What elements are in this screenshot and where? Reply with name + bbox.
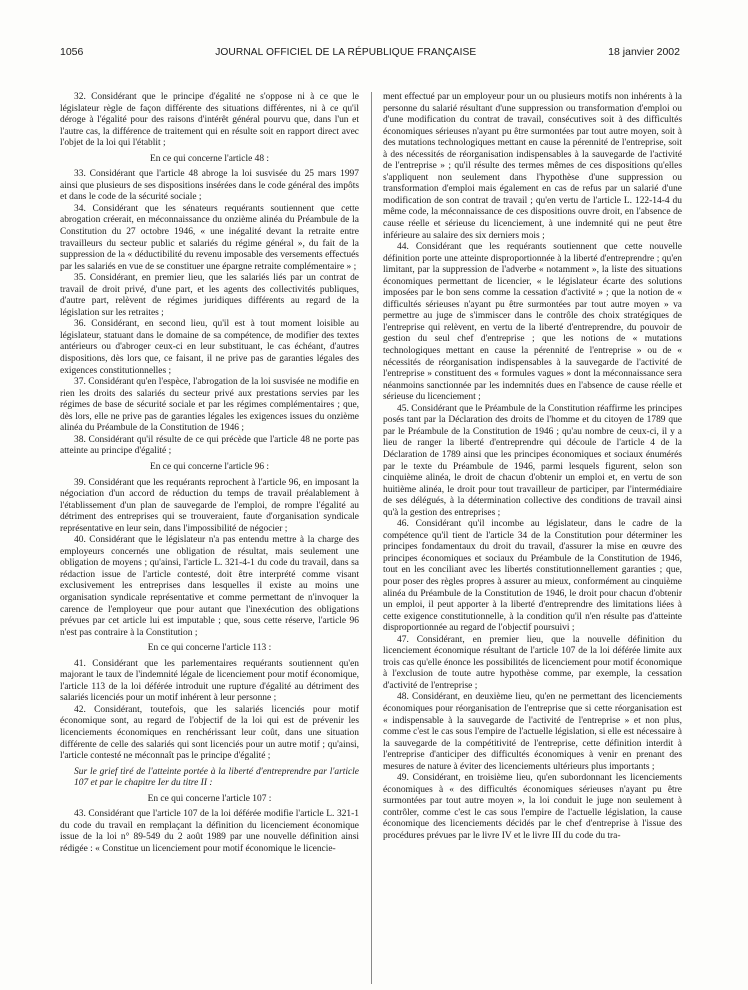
paragraph: 34. Considérant que les sénateurs requérants soutiennent que cette abrogation créerait, en méconnaissance du onzième alinéa du Préambule de la Constitution du 27 octobre 1946, « une inégalité devant la retraite entre travailleurs du secteur public et salariés du régime général », du fait de la suppression de la « déductibilité du revenu imposable des versements effectués par les salariés en vue de se constituer une épargne retraite complémentaire » ; — [60, 203, 359, 272]
paragraph: 33. Considérant que l'article 48 abroge la loi susvisée du 25 mars 1997 ainsi que plusieurs de ses dispositions insérées dans le code général des impôts et dans le code de la sécurité sociale ; — [60, 169, 359, 203]
paragraph: 43. Considérant que l'article 107 de la loi déférée modifie l'article L. 321-1 du code du travail en remplaçant la définition du licenciement économique issue de la loi n° 89-549 du 2 août 1989 par une nouvelle définition ainsi rédigée : « Constitue un licenciement pour motif économique le licencie- — [60, 809, 359, 854]
section-heading: En ce qui concerne l'article 113 : — [147, 643, 272, 654]
paragraph: 47. Considérant, en premier lieu, que la nouvelle définition du licenciement économique résultant de l'article 107 de la loi déférée limite aux trois cas qu'elle énonce les possibilités de licenciement pour motif économique à l'exclusion de toute autre hypothèse comme, par exemple, la cessation d'activité de l'entreprise ; — [383, 634, 682, 691]
paragraph: 32. Considérant que le principe d'égalité ne s'oppose ni à ce que le législateur règle de façon différente des situations différentes, ni à ce qu'il déroge à l'égalité pour des raisons d'intérêt général pourvu que, dans l'un et l'autre cas, la différence de traitement qui en résulte soit en rapport direct avec l'objet de la loi qui l'établit ; — [60, 92, 359, 149]
column-divider — [371, 92, 372, 984]
section-heading: En ce qui concerne l'article 96 : — [149, 461, 270, 472]
section-heading: En ce qui concerne l'article 48 : — [149, 153, 270, 164]
left-text-column — [60, 92, 359, 984]
paragraph: 42. Considérant, toutefois, que les salariés licenciés pour motif économique sont, au regard de l'objectif de la loi qui est de prévenir les licenciements économiques en renchérissant leur coût, dans une situation différente de celle des salariés qui sont licenciés pour un autre motif ; qu'ainsi, l'article contesté ne méconnaît pas le principe d'égalité ; — [60, 704, 359, 762]
paragraph: 38. Considérant qu'il résulte de ce qui précède que l'article 48 ne porte pas atteinte au principe d'égalité ; — [60, 434, 359, 457]
paragraph: 44. Considérant que les requérants soutiennent que cette nouvelle définition porte une atteinte disproportionnée à la liberté d'entreprendre ; qu'en limitant, par la suppression de l'adverbe « notamment », la liste des situations économiques permettant de licencier, « le législateur écarte des solutions imposées par le bon sens comme la cessation d'activité » ; que la notion de « difficultés sérieuses n'ayant pu être surmontées par tout autre moyen » va permettre au juge de s'immiscer dans le contrôle des choix stratégiques de l'entreprise qui relèvent, en vertu de la liberté d'entreprendre, du pouvoir de gestion du seul chef d'entreprise ; que les notions de « mutations technologiques mettant en cause la pérennité de l'entreprise » ou de « nécessités de réorganisation indispensables à la sauvegarde de l'activité de l'entreprise » constituent des « formules vagues » dont la méconnaissance sera néanmoins sanctionnée par les indemnités dues en l'absence de cause réelle et sérieuse du licenciement ; — [383, 242, 682, 403]
right-text-column — [383, 92, 682, 984]
paragraph: 40. Considérant que le législateur n'a pas entendu mettre à la charge des employeurs concernés une obligation de résultat, mais seulement une obligation de moyens ; qu'ainsi, l'article L. 321-4-1 du code du travail, dans sa rédaction issue de l'article contesté, doit être interprété comme visant exclusivement les entreprises dans lesquelles il existe au moins une organisation syndicale représentative et comme permettant de n'invoquer la carence de l'employeur que pour autant que l'inexécution des obligations prévues par cet article lui est imputable ; que, sous cette réserve, l'article 96 n'est pas contraire à la Constitution ; — [60, 535, 359, 638]
paragraph: 35. Considérant, en premier lieu, que les salariés liés par un contrat de travail de droit privé, d'une part, et les agents des collectivités publiques, d'autre part, relèvent de régimes juridiques différents au regard de la législation sur les retraites ; — [60, 273, 359, 318]
paragraph: 45. Considérant que le Préambule de la Constitution réaffirme les principes posés tant par la Déclaration des droits de l'homme et du citoyen de 1789 que par le Préambule de la Constitution de 1946 ; qu'au nombre de ceux-ci, il y a lieu de ranger la liberté d'entreprendre qui découle de l'article 4 de la Déclaration de 1789 ainsi que les principes économiques et sociaux énumérés par le texte du Préambule de 1946, parmi lesquels figurent, selon son cinquième alinéa, le droit de chacun d'obtenir un emploi et, en vertu de son huitième alinéa, le droit pour tout travailleur de participer, par l'intermédiaire de ses délégués, à la détermination collective des conditions de travail ainsi qu'à la gestion des entreprises ; — [383, 403, 682, 518]
paragraph: 46. Considérant qu'il incombe au législateur, dans le cadre de la compétence qu'il tient de l'article 34 de la Constitution pour déterminer les principes fondamentaux du droit du travail, d'assurer la mise en œuvre des principes économiques et sociaux du Préambule de la Constitution de 1946, tout en les conciliant avec les libertés constitutionnellement garanties ; que, pour poser des règles propres à assurer au mieux, conformément au cinquième alinéa du Préambule de la Constitution de 1946, le droit pour chacun d'obtenir un emploi, il peut apporter à la liberté d'entreprendre des limitations liées à cette exigence constitutionnelle, à la condition qu'il n'en résulte pas d'atteinte disproportionnée au regard de l'objectif poursuivi ; — [383, 519, 682, 634]
section-heading: En ce qui concerne l'article 107 : — [147, 793, 272, 804]
grief-heading: Sur le grief tiré de l'atteinte portée à la liberté d'entreprendre par l'article 107 et par le chapitre Ier du titre II : — [74, 766, 359, 789]
journal-title: JOURNAL OFFICIEL DE LA RÉPUBLIQUE FRANÇAISE — [215, 46, 477, 58]
paragraph: ment effectué par un employeur pour un ou plusieurs motifs non inhérents à la personne du salarié résultant d'une suppression ou transformation d'emploi ou d'une modification du contrat de travail, consécutives soit à des difficultés économiques sérieuses n'ayant pu être surmontées par tout autre moyen, soit à des mutations technologiques mettant en cause la pérennité de l'entreprise, soit à des nécessités de réorganisation indispensables à la sauvegarde de l'activité de l'entreprise » ; qu'il résulte des termes mêmes de ces dispositions qu'elles s'appliquent non seulement dans l'hypothèse d'une suppression ou transformation d'emploi mais également en cas de refus par un salarié d'une modification de son contrat de travail ; qu'en vertu de l'article L. 122-14-4 du même code, la méconnaissance de ces dispositions ouvre droit, en l'absence de cause réelle et sérieuse du licenciement, à une indemnité qui ne peut être inférieure au salaire des six derniers mois ; — [383, 92, 682, 241]
paragraph: 41. Considérant que les parlementaires requérants soutiennent qu'en majorant le taux de l'indemnité légale de licenciement pour motif économique, l'article 113 de la loi déférée introduit une rupture d'égalité au détriment des salariés licenciés pour un motif inhérent à leur personne ; — [60, 658, 359, 704]
issue-date: 18 janvier 2002 — [608, 46, 680, 58]
page-header — [60, 44, 680, 60]
paragraph: 37. Considérant qu'en l'espèce, l'abrogation de la loi susvisée ne modifie en rien les droits des salariés du secteur privé aux prestations servies par les régimes de base de sécurité sociale et par les régimes complémentaires ; que, dès lors, elle ne prive pas de garanties légales les exigences issues du onzième alinéa du Préambule de la Constitution de 1946 ; — [60, 377, 359, 434]
paragraph: 36. Considérant, en second lieu, qu'il est à tout moment loisible au législateur, statuant dans le domaine de sa compétence, de modifier des textes antérieurs ou d'abroger ceux-ci en leur substituant, le cas échéant, d'autres dispositions, dès lors que, ce faisant, il ne prive pas de garanties légales des exigences constitutionnelles ; — [60, 319, 359, 376]
page-number: 1056 — [60, 46, 84, 58]
paragraph: 49. Considérant, en troisième lieu, qu'en subordonnant les licenciements économiques à « des difficultés économiques sérieuses n'ayant pu être surmontées par tout autre moyen », la loi conduit le juge non seulement à contrôler, comme c'est le cas sous l'empire de l'actuelle législation, la cause économique des licenciements décidés par le chef d'entreprise à l'issue des procédures prévues par le livre IV et le livre III du code du tra- — [383, 773, 682, 841]
paragraph: 39. Considérant que les requérants reprochent à l'article 96, en imposant la négociation d'un accord de réduction du temps de travail préalablement à l'établissement d'un plan de sauvegarde de l'emploi, de rompre l'égalité au détriment des entreprises qui se trouveraient, faute d'organisation syndicale représentative en leur sein, dans l'impossibilité de négocier ; — [60, 477, 359, 534]
paragraph: 48. Considérant, en deuxième lieu, qu'en ne permettant des licenciements économiques pour réorganisation de l'entreprise que si cette réorganisation est « indispensable à la sauvegarde de l'activité de l'entreprise » et non plus, comme c'est le cas sous l'empire de l'actuelle législation, si elle est nécessaire à la sauvegarde de la compétitivité de l'entreprise, cette définition interdit à l'entreprise d'anticiper des difficultés économiques à venir en prenant des mesures de nature à éviter des licenciements ultérieurs plus importants ; — [383, 692, 682, 772]
